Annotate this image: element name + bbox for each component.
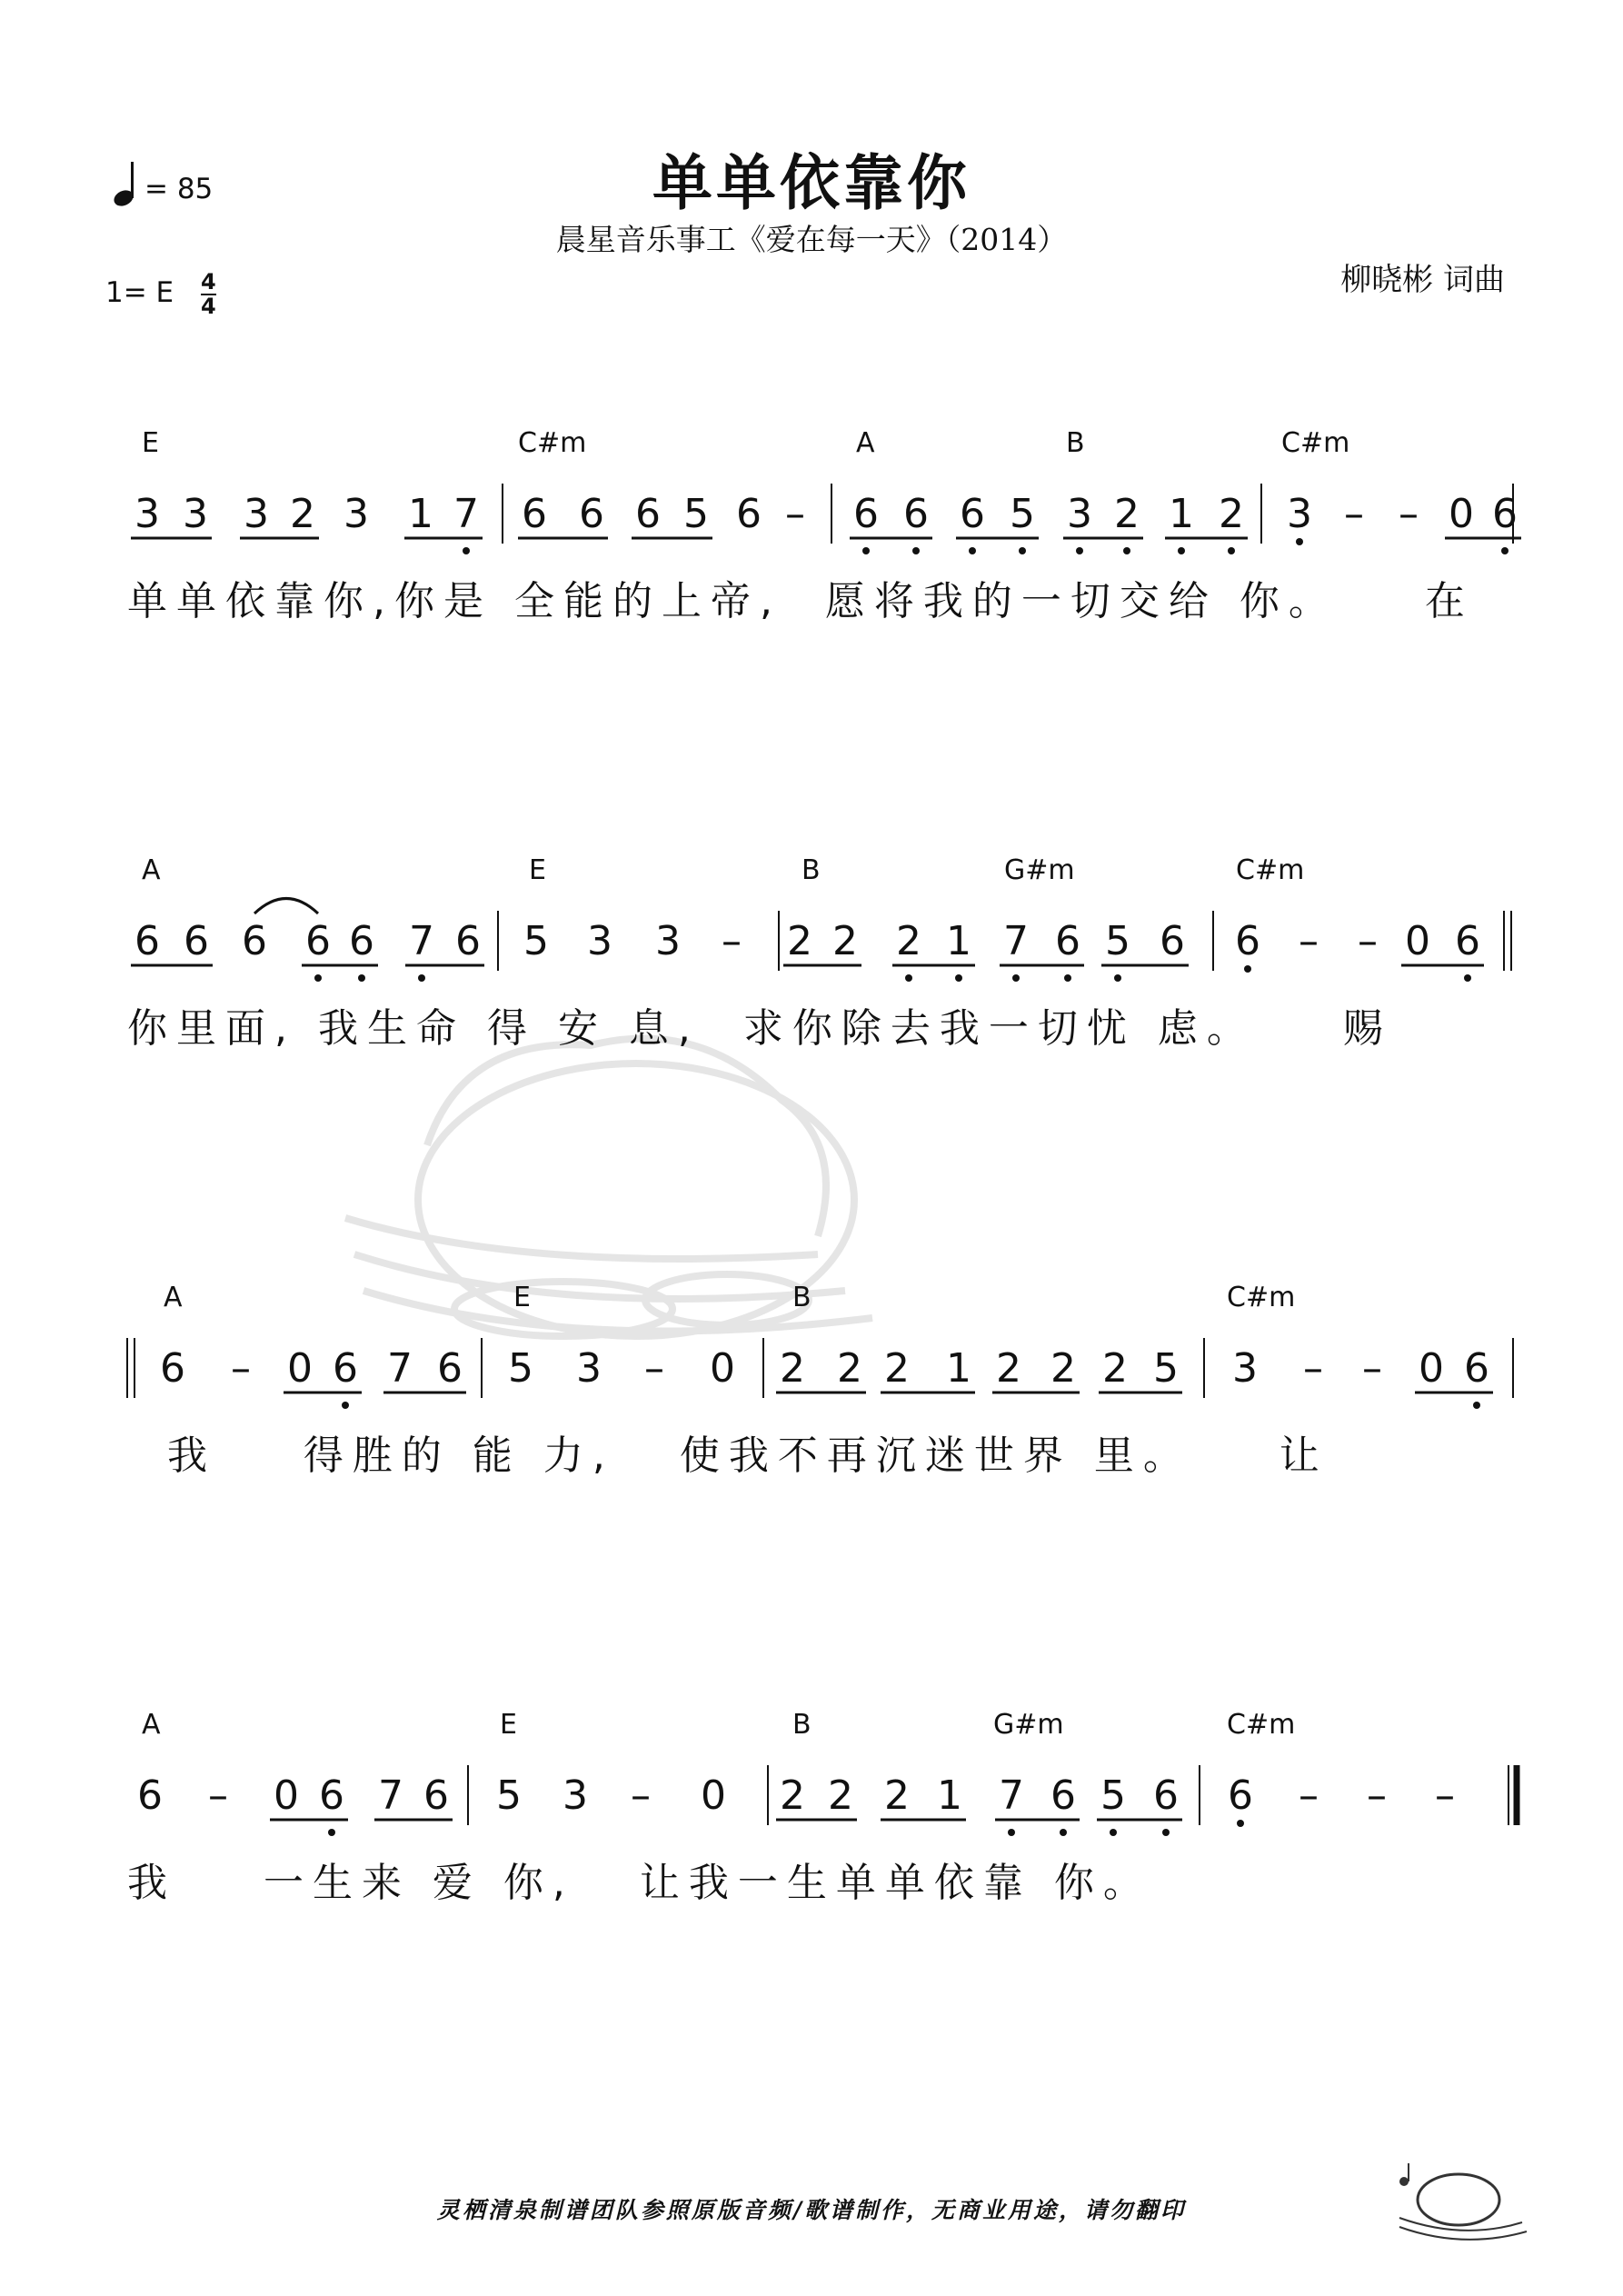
chord-label: C#m	[1236, 854, 1305, 886]
low-octave-dot	[1076, 547, 1083, 554]
low-octave-dot	[1228, 547, 1235, 554]
low-octave-dot	[1501, 547, 1508, 554]
note: 3	[576, 1345, 602, 1392]
note: 6	[1160, 918, 1185, 964]
chord-label: A	[164, 1282, 183, 1313]
note: 0	[1419, 1345, 1444, 1392]
note: 5	[1100, 1772, 1126, 1819]
chord-label: C#m	[1281, 427, 1350, 459]
note: –	[1344, 491, 1364, 537]
note: 6	[184, 918, 209, 964]
low-octave-dot	[358, 974, 365, 982]
low-octave-dot	[1178, 547, 1185, 554]
note: 6	[853, 491, 879, 537]
note: 3	[344, 491, 369, 537]
note: 6	[1492, 491, 1518, 537]
low-octave-dot	[1123, 547, 1130, 554]
note: 2	[896, 918, 921, 964]
note: 7	[1003, 918, 1029, 964]
tempo-value: = 85	[144, 173, 214, 205]
note: 2	[1102, 1345, 1128, 1392]
note: 3	[244, 491, 269, 537]
note: 5	[1153, 1345, 1179, 1392]
note: 2	[884, 1345, 910, 1392]
note: 6	[134, 918, 160, 964]
chord-label: A	[856, 427, 875, 459]
note: –	[1303, 1345, 1323, 1392]
note: 1	[408, 491, 433, 537]
note: –	[231, 1345, 251, 1392]
key-label: 1= E	[105, 276, 174, 309]
note: 0	[274, 1772, 299, 1819]
note: 6	[319, 1772, 344, 1819]
low-octave-dot	[912, 547, 920, 554]
note: 3	[1287, 491, 1312, 537]
chord-label: G#m	[1004, 854, 1075, 886]
note: –	[644, 1345, 664, 1392]
chord-label: B	[802, 854, 821, 886]
note: 6	[242, 918, 267, 964]
low-octave-dot	[1008, 1829, 1015, 1836]
song-source: 晨星音乐事工《爱在每一天》（2014）	[555, 222, 1068, 257]
note: 6	[635, 491, 661, 537]
note: 6	[579, 491, 604, 537]
note: 2	[832, 918, 858, 964]
low-octave-dot	[1012, 974, 1020, 982]
note: 2	[837, 1345, 862, 1392]
note: 5	[683, 491, 709, 537]
note: 2	[996, 1345, 1021, 1392]
chord-label: E	[500, 1709, 517, 1741]
low-octave-dot	[1064, 974, 1071, 982]
note: 6	[736, 491, 762, 537]
note: 5	[1010, 491, 1035, 537]
note: 7	[999, 1772, 1024, 1819]
note: 6	[1055, 918, 1080, 964]
low-octave-dot	[418, 974, 425, 982]
note: 5	[1105, 918, 1130, 964]
note: 7	[387, 1345, 413, 1392]
note: 6	[1464, 1345, 1489, 1392]
lyrics-line: 你里面, 我生命 得 安 息, 求你除去我一切忧 虑。 赐	[127, 1005, 1392, 1052]
note: 2	[1219, 491, 1244, 537]
note: 6	[1455, 918, 1480, 964]
note: 1	[1169, 491, 1194, 537]
note: 7	[409, 918, 434, 964]
low-octave-dot	[328, 1829, 335, 1836]
note: 2	[787, 918, 812, 964]
note: 6	[1235, 918, 1260, 964]
note: –	[1367, 1772, 1387, 1819]
note: 5	[496, 1772, 522, 1819]
note: 6	[423, 1772, 449, 1819]
low-octave-dot	[1019, 547, 1026, 554]
chord-label: A	[142, 1709, 161, 1741]
note: 6	[1153, 1772, 1179, 1819]
note: 7	[378, 1772, 403, 1819]
note: 0	[287, 1345, 313, 1392]
note: –	[785, 491, 805, 537]
time-signature-bottom: 4	[201, 294, 216, 319]
note: 3	[1232, 1345, 1258, 1392]
lyrics-line: 单单依靠你,你是 全能的上帝, 愿将我的一切交给 你。 在	[127, 578, 1474, 624]
note: –	[1358, 918, 1378, 964]
note: 6	[455, 918, 481, 964]
note: 2	[780, 1345, 805, 1392]
note: 6	[437, 1345, 463, 1392]
low-octave-dot	[1162, 1829, 1170, 1836]
note: 6	[137, 1772, 163, 1819]
low-octave-dot	[314, 974, 322, 982]
song-author: 柳晓彬 词曲	[1340, 262, 1505, 298]
lyrics-line: 我 得胜的 能 力, 使我不再沉迷世界 里。 让	[145, 1433, 1329, 1479]
note: –	[1362, 1345, 1382, 1392]
note: 2	[1050, 1345, 1076, 1392]
low-octave-dot	[1060, 1829, 1067, 1836]
note: 3	[134, 491, 160, 537]
note: 1	[946, 1345, 971, 1392]
note: 6	[305, 918, 331, 964]
note: 3	[563, 1772, 588, 1819]
note: 1	[946, 918, 971, 964]
note: –	[208, 1772, 228, 1819]
low-octave-dot	[955, 974, 962, 982]
chord-label: B	[792, 1282, 812, 1313]
low-octave-dot	[1296, 538, 1303, 545]
note: 6	[349, 918, 374, 964]
note: 6	[522, 491, 547, 537]
chord-label: B	[1066, 427, 1085, 459]
low-octave-dot	[1244, 965, 1251, 973]
note: 3	[655, 918, 681, 964]
chord-label: E	[529, 854, 546, 886]
copyright-footer: 灵栖清泉制谱团队参照原版音频/歌谱制作，无商业用途，请勿翻印	[436, 2197, 1187, 2223]
chord-label: C#m	[1227, 1709, 1296, 1741]
chord-label: E	[513, 1282, 531, 1313]
chord-label: C#m	[518, 427, 587, 459]
note: –	[1399, 491, 1419, 537]
note: 0	[701, 1772, 726, 1819]
note: 7	[453, 491, 479, 537]
note: 6	[1228, 1772, 1253, 1819]
time-signature-top: 4	[201, 269, 216, 294]
low-octave-dot	[1473, 1402, 1480, 1409]
note: –	[1435, 1772, 1455, 1819]
note: 3	[587, 918, 612, 964]
note: 2	[290, 491, 315, 537]
low-octave-dot	[463, 547, 470, 554]
note: 6	[1050, 1772, 1076, 1819]
note: 2	[828, 1772, 853, 1819]
low-octave-dot	[342, 1402, 349, 1409]
note: –	[631, 1772, 651, 1819]
note: 6	[160, 1345, 185, 1392]
low-octave-dot	[905, 974, 912, 982]
note: 3	[1067, 491, 1092, 537]
note: 0	[1405, 918, 1430, 964]
low-octave-dot	[1237, 1820, 1244, 1827]
note: 2	[884, 1772, 910, 1819]
note: –	[1299, 918, 1319, 964]
note: –	[722, 918, 742, 964]
low-octave-dot	[862, 547, 870, 554]
note: 1	[937, 1772, 962, 1819]
low-octave-dot	[1464, 974, 1471, 982]
chord-label: A	[142, 854, 161, 886]
chord-label: B	[792, 1709, 812, 1741]
note: 6	[960, 491, 985, 537]
note: 2	[780, 1772, 805, 1819]
note: 6	[903, 491, 929, 537]
low-octave-dot	[1110, 1829, 1117, 1836]
note: 6	[333, 1345, 358, 1392]
note: 0	[1449, 491, 1474, 537]
low-octave-dot	[1114, 974, 1121, 982]
slur	[254, 899, 318, 914]
note: 0	[710, 1345, 735, 1392]
chord-label: E	[142, 427, 159, 459]
chord-label: G#m	[993, 1709, 1064, 1741]
chord-label: C#m	[1227, 1282, 1296, 1313]
low-octave-dot	[969, 547, 976, 554]
lyrics-line: 我 一生来 爱 你, 让我一生单单依靠 你。	[127, 1860, 1152, 1906]
note: –	[1299, 1772, 1319, 1819]
note: 5	[508, 1345, 533, 1392]
note: 3	[183, 491, 208, 537]
song-title: 单单依靠你	[652, 148, 971, 218]
note: 2	[1114, 491, 1140, 537]
note: 5	[523, 918, 549, 964]
